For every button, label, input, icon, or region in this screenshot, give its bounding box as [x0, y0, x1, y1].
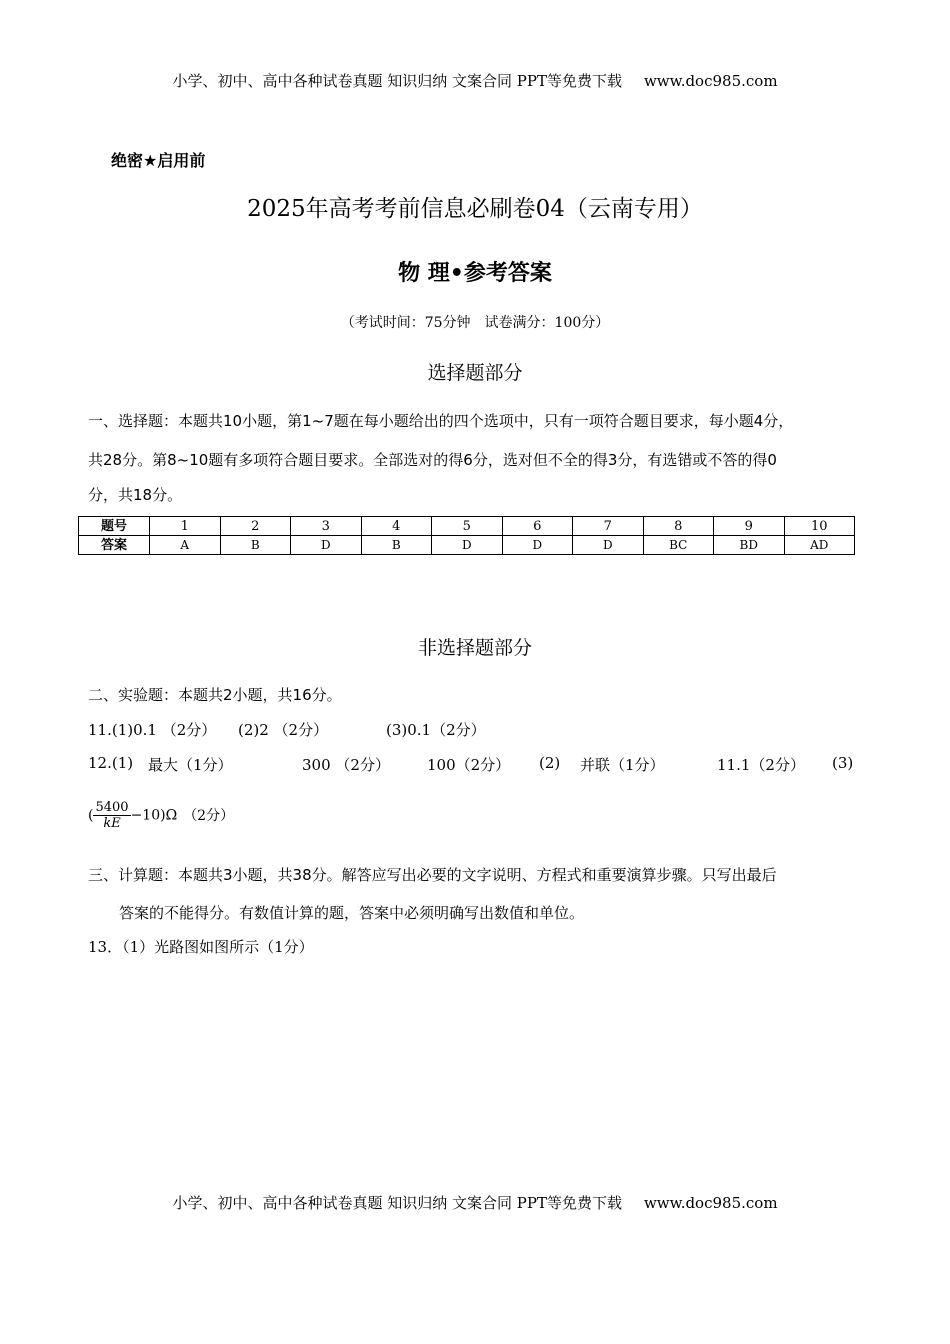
footer-site: www.doc985.com	[643, 1194, 778, 1212]
table-cell-number: 2	[220, 517, 291, 536]
table-cell-number: 5	[432, 517, 503, 536]
q12-item4: 并联（1分）	[580, 756, 665, 774]
q12-formula	[88, 800, 234, 844]
q13-text: 13．（1）光路图如图所示（1分）	[88, 938, 314, 956]
q12-item2: 300 （2分）	[302, 756, 390, 774]
page-footer	[0, 1192, 950, 1213]
experiment-intro: 二、实验题：本题共2小题，共16分。	[88, 686, 342, 704]
table-row-label: 题号	[79, 517, 150, 536]
table-row-numbers	[79, 517, 855, 536]
formula-denominator: kE	[103, 816, 121, 831]
q11-part1: 11.(1)0.1 （2分）	[88, 721, 217, 739]
table-cell-number: 9	[714, 517, 785, 536]
table-cell-answer: D	[502, 536, 573, 555]
table-row-answers	[79, 536, 855, 555]
section-heading-choice: 选择题部分	[427, 362, 523, 384]
table-cell-number: 6	[502, 517, 573, 536]
calc-intro-line-2: 答案的不能得分。有数值计算的题，答案中必须明确写出数值和单位。	[119, 904, 585, 922]
table-cell-number: 7	[573, 517, 644, 536]
table-cell-answer: B	[361, 536, 432, 555]
page-title: 2025年高考考前信息必刷卷04（云南专用）	[247, 196, 703, 222]
formula-rest: −10)Ω	[130, 807, 178, 824]
choice-intro-line-1: 一、选择题：本题共10小题，第1~7题在每小题给出的四个选项中，只有一项符合题目要求，每小题4分，	[88, 412, 794, 430]
table-cell-answer: A	[150, 536, 221, 555]
q12-item3: 100（2分）	[427, 756, 511, 774]
q12-item1: 最大（1分）	[148, 756, 233, 774]
table-cell-answer: D	[573, 536, 644, 555]
header-site: www.doc985.com	[643, 72, 778, 90]
q12-label: 12.(1)	[88, 754, 134, 772]
page-subtitle: 物 理•参考答案	[398, 261, 552, 286]
exam-info: （考试时间：75分钟 试卷满分：100分）	[340, 315, 610, 331]
table-cell-answer: D	[432, 536, 503, 555]
formula-fraction	[93, 800, 130, 831]
table-cell-answer: D	[291, 536, 362, 555]
choice-intro-line-2: 共28分。第8~10题有多项符合题目要求。全部选对的得6分，选对但不全的得3分，有选错或不答的得0	[88, 451, 777, 469]
table-cell-answer: BD	[714, 536, 785, 555]
page-header	[0, 70, 950, 91]
table-cell-number: 8	[643, 517, 714, 536]
q12-label2: (2)	[539, 754, 561, 772]
table-cell-number: 4	[361, 517, 432, 536]
q12-label3: (3)	[832, 754, 854, 772]
choice-intro-line-3: 分，共18分。	[88, 486, 183, 504]
header-text: 小学、初中、高中各种试卷真题 知识归纳 文案合同 PPT等免费下载	[172, 72, 622, 90]
calc-intro-line-1: 三、计算题：本题共3小题，共38分。解答应写出必要的文字说明、方程式和重要演算步骤。只写出最后	[88, 866, 777, 884]
table-cell-number: 1	[150, 517, 221, 536]
secret-label: 绝密★启用前	[111, 151, 206, 170]
table-cell-number: 3	[291, 517, 362, 536]
section-heading-nonchoice: 非选择题部分	[417, 637, 532, 659]
formula-score: （2分）	[183, 807, 235, 824]
table-cell-answer: AD	[784, 536, 855, 555]
q11-part2: (2)2 （2分）	[238, 721, 329, 739]
footer-text: 小学、初中、高中各种试卷真题 知识归纳 文案合同 PPT等免费下载	[172, 1194, 622, 1212]
table-cell-answer: BC	[643, 536, 714, 555]
formula-open: (	[88, 807, 94, 824]
table-row-label: 答案	[79, 536, 150, 555]
q11-part3: (3)0.1（2分）	[386, 721, 486, 739]
formula-numerator: 5400	[95, 800, 129, 815]
table-cell-number: 10	[784, 517, 855, 536]
table-cell-answer: B	[220, 536, 291, 555]
q12-item5: 11.1（2分）	[717, 756, 805, 774]
answer-table	[78, 516, 855, 555]
